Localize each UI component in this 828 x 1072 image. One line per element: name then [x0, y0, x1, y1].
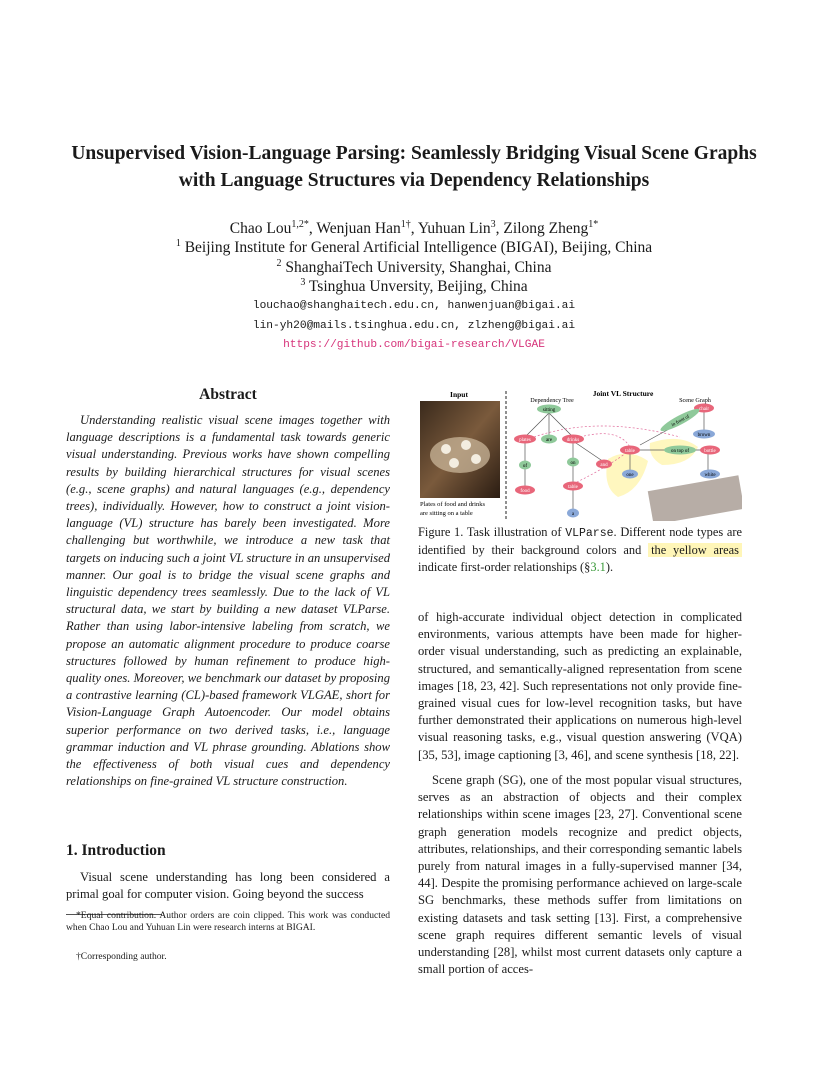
affiliation	[60, 238, 768, 258]
body-paragraph: of high-accurate individual object detection in complicated environments, various attempts have been made for higher-order visual understanding, such as predicting an explainable, structured, and semantically-aligned representation from scene images [18, 23, 42]. Such representations not only provide fine-grained visual cues for low-level recognition tasks, but have further demonstrated their applications on numerous high-level visual reasoning tasks, e.g., visual question answering (VQA) [35, 53], image captioning [3, 46], and scene synthesis [18, 22].	[418, 610, 742, 762]
affiliation	[60, 258, 768, 278]
author-emails: louchao@shanghaitech.edu.cn, hanwenjuan@bigai.ai	[252, 300, 576, 312]
plate-in-photo	[461, 440, 471, 450]
node-label: drinks	[566, 438, 580, 443]
affiliation	[60, 277, 768, 297]
affiliation-mark: 2	[276, 257, 282, 269]
node-label: food	[520, 489, 530, 494]
author-list: Chao Lou$^{1,2*}$, Wenjuan Han$^{1\dagger}$, Yuhuan Lin$^3$, Zilong Zheng$^{1*}$	[229, 218, 599, 237]
panel-label-input: Input	[450, 390, 468, 399]
panel-label-joint: Joint VL Structure	[592, 389, 654, 398]
figure-1	[418, 387, 742, 521]
footnote-equal: *Equal contribution. Author orders are coin clipped. This work was conducted when Chao Lou and Yuhuan Lin were research interns at BIGAI.	[66, 910, 390, 933]
node-label: brown	[697, 433, 711, 438]
author-marks: 1†	[400, 218, 411, 230]
node-label: one	[626, 473, 634, 478]
abstract-text: Understanding realistic visual scene images together with language descriptions is a fundamental task towards generic visual understanding. Previous works have shown compelling results by building hierarchical structures for visual scenes (e.g., scene graphs) and natural languages (e.g., dependency trees), individually. However, how to construct a joint vision-language (VL) structure has barely been investigated. More challenging but worthwhile, we introduce a new task that targets on inducing such a joint VL structure in an unsupervised manner. Our goal is to bridge the visual scene graphs and linguistic dependency trees seamlessly. Due to the lack of VL structural data, we start by building a new dataset VLParse. Rather than using labor-intensive labeling from scratch, we propose an automatic alignment procedure to produce coarse structures followed by human refinement to produce high-quality ones. Moreover, we benchmark our dataset by proposing a contrastive learning (CL)-based framework VLGAE, short for Vision-Language Graph Autoencoder. Our model obtains superior performance on two derived tasks, i.e., language grammar induction and VL phrase grounding. Ablations show the effectiveness of both visual cues and dependency relationships on fine-grained VL structure construction.	[66, 413, 390, 789]
affiliation-text: Beijing Institute for General Artificial Intelligence (BIGAI), Beijing, China	[184, 239, 653, 256]
footnote-corresponding: †Corresponding author.	[76, 951, 167, 962]
caption-highlight: the yellow areas	[648, 543, 742, 557]
input-caption: are sitting on a table	[420, 510, 473, 517]
node-label: chair	[699, 407, 709, 412]
abstract-heading: Abstract	[199, 386, 257, 403]
plate-in-photo	[449, 458, 459, 468]
plate-in-photo	[441, 444, 451, 454]
author-marks: 1,2*	[291, 218, 309, 230]
node-label: white	[704, 473, 716, 478]
dependency-nodes	[514, 405, 612, 518]
caption-prefix: Figure 1. Task illustration of	[418, 525, 566, 539]
caption-suffix: ).	[605, 560, 614, 574]
node-label: sitting	[542, 408, 556, 413]
author-emails: lin-yh20@mails.tsinghua.edu.cn, zlzheng@bigai.ai	[252, 320, 576, 332]
node-label: and	[600, 463, 608, 468]
author-name: Chao Lou	[229, 220, 292, 237]
affiliation-text: Tsinghua Unversity, Beijing, China	[308, 278, 528, 295]
affiliation-mark: 1	[175, 237, 181, 249]
caption-dataset: VLParse	[565, 527, 614, 540]
paper-title: Unsupervised Vision-Language Parsing: Seamlessly Bridging Visual Scene Graphs with Language Structures via Dependency Relationships	[71, 143, 757, 191]
node-label: on top of	[670, 449, 690, 454]
dependency-edges	[522, 413, 604, 511]
plate-in-photo	[471, 454, 481, 464]
section-heading: 1. Introduction	[66, 842, 166, 859]
node-label: in front of	[670, 414, 691, 429]
affiliation-text: ShanghaiTech University, Shanghai, China	[285, 259, 552, 276]
author-marks: 3	[490, 218, 496, 230]
intro-paragraph: Visual scene understanding has long been considered a primal goal for computer vision. Going beyond the success	[66, 870, 390, 902]
repo-link[interactable]: https://github.com/bigai-research/VLGAE	[283, 339, 545, 351]
author-name: Yuhuan Lin	[417, 220, 491, 237]
input-caption: Plates of food and drinks	[420, 501, 485, 508]
node-label: plates	[519, 438, 531, 443]
caption-suffix: indicate first-order relationships (§	[418, 560, 591, 574]
scene-graph-backdrop	[648, 475, 742, 521]
node-label: bottle	[704, 449, 716, 454]
table-in-photo	[430, 437, 490, 473]
caption-mid: . Different node types are identified by their background colors and	[418, 525, 742, 557]
node-label: table	[625, 449, 635, 454]
node-label: of	[522, 464, 528, 469]
affiliation-mark: 3	[300, 276, 306, 288]
body-paragraph: Scene graph (SG), one of the most popular visual structures, serves as an abstraction of objects and their complex relationships within scene images [23, 27]. Conventional scene graph generation models recognize and predict objects, attributes, relationships, and their corresponding semantic labels purely from natural images in a fully-supervised manner [34, 44]. Despite the promising performance achieved on large-scale SG benchmarks, these methods suffer from limitations on existing datasets and task setting [13]. First, a comprehensive scene graph requires different semantic levels of visual understanding [28], whilst most current datasets only capture a small portion of acces-	[418, 773, 742, 977]
node-label: are	[545, 438, 553, 443]
node-label: table	[568, 485, 578, 490]
author-name: Wenjuan Han	[316, 220, 401, 237]
node-label: on	[570, 461, 576, 466]
node-label: a	[571, 512, 575, 517]
author-name: Zilong Zheng	[503, 220, 589, 237]
scene-graph-label: Scene Graph	[679, 397, 711, 404]
dependency-tree-label: Dependency Tree	[530, 397, 574, 404]
figure-caption	[418, 524, 742, 576]
author-marks: 1*	[588, 218, 599, 230]
caption-section-ref[interactable]: 3.1	[590, 560, 606, 574]
